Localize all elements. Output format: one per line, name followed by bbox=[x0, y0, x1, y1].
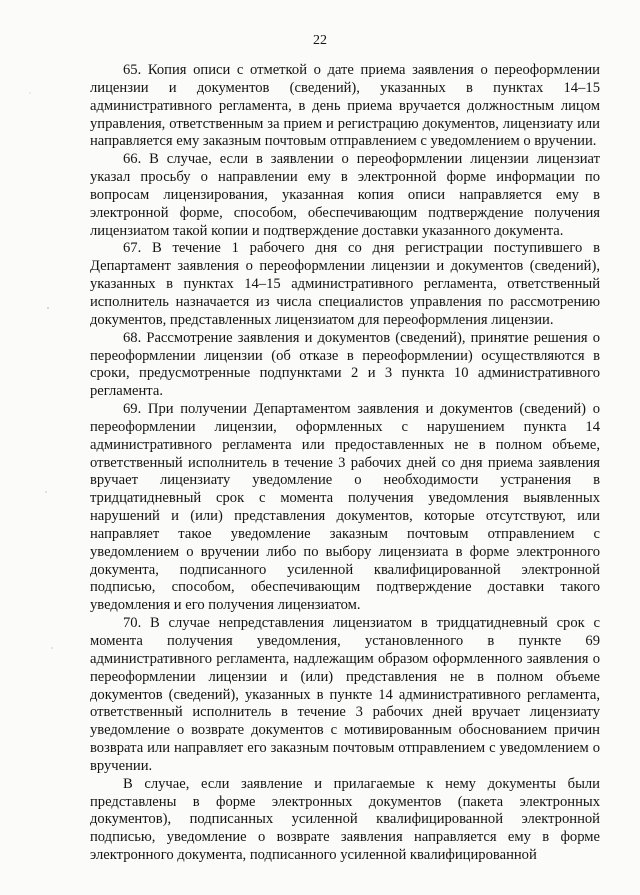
page-number: 22 bbox=[313, 33, 327, 48]
paragraph-65: 65. Копия описи с отметкой о дате приема заявления о переоформлении лицензии и документов (сведений), указанных в пунктах 14–15 административного регламента, в день приема вручается должностным лицом управления, ответственным за прием и регистрацию документов, лицензиату или направляется ему заказным почтовым отправлением с уведомлением о вручении. bbox=[90, 62, 600, 150]
paragraph-66: 66. В случае, если в заявлении о переоформлении лицензии лицензиат указал просьбу о направлении ему в электронной форме информации по вопросам лицензирования, указанная копия описи направляется ему в электронной форме, способом, обеспечивающим подтверждение получения лицензиатом такой копии и подтверждение доставки указанного документа. bbox=[90, 151, 600, 239]
paragraph-68: 68. Рассмотрение заявления и документов (сведений), принятие решения о переоформлении лицензии (об отказе в переоформлении) осуществляются в сроки, предусмотренные подпунктами 2 и 3 пункта 10 административного регламента. bbox=[90, 329, 600, 400]
document-body bbox=[90, 62, 600, 865]
paragraph-67: 67. В течение 1 рабочего дня со дня регистрации поступившего в Департамент заявления о переоформлении лицензии и документов (сведений), указанных в пунктах 14–15 административного регламента, ответственный исполнитель назначается из числа специалистов управления по рассмотрению документов, представленных лицензиатом для переоформления лицензии. bbox=[90, 240, 600, 328]
paragraph-69: 69. При получении Департаментом заявления и документов (сведений) о переоформлении лицензии, оформленных с нарушением пункта 14 административного регламента или предоставленных не в полном объеме, ответственный исполнитель в течение 3 рабочих дней со дня приема заявления вручает лицензиату уведомление о необходимости устранения в тридцатидневный срок с момента получения уведомления выявленных нарушений и (или) представления документов, которые отсутствуют, или направляет такое уведомление заказным почтовым отправлением с уведомлением о вручении либо по выбору лицензиата в форме электронного документа, подписанного усиленной квалифицированной электронной подписью, способом, обеспечивающим подтверждение доставки такого уведомления и его получения лицензиатом. bbox=[90, 401, 600, 614]
paragraph-70: 70. В случае непредставления лицензиатом в тридцатидневный срок с момента получения уведомления, установленного в пункте 69 административного регламента, надлежащим образом оформленного заявления о переоформлении лицензии и (или) представления не в полном объеме документов (сведений), указанных в пункте 14 административного регламента, ответственный исполнитель в течение 3 рабочих дней вручает лицензиату уведомление о возврате документов с мотивированным обоснованием причин возврата или направляет его заказным почтовым отправлением с уведомлением о вручении. bbox=[90, 615, 600, 774]
paragraph-70-continued: В случае, если заявление и прилагаемые к нему документы были представлены в форме электронных документов (пакета электронных документов), подписанных усиленной квалифицированной электронной подписью, уведомление о возврате заявления направляется ему в форме электронного документа, подписанного усиленной квалифицированной bbox=[90, 775, 600, 864]
